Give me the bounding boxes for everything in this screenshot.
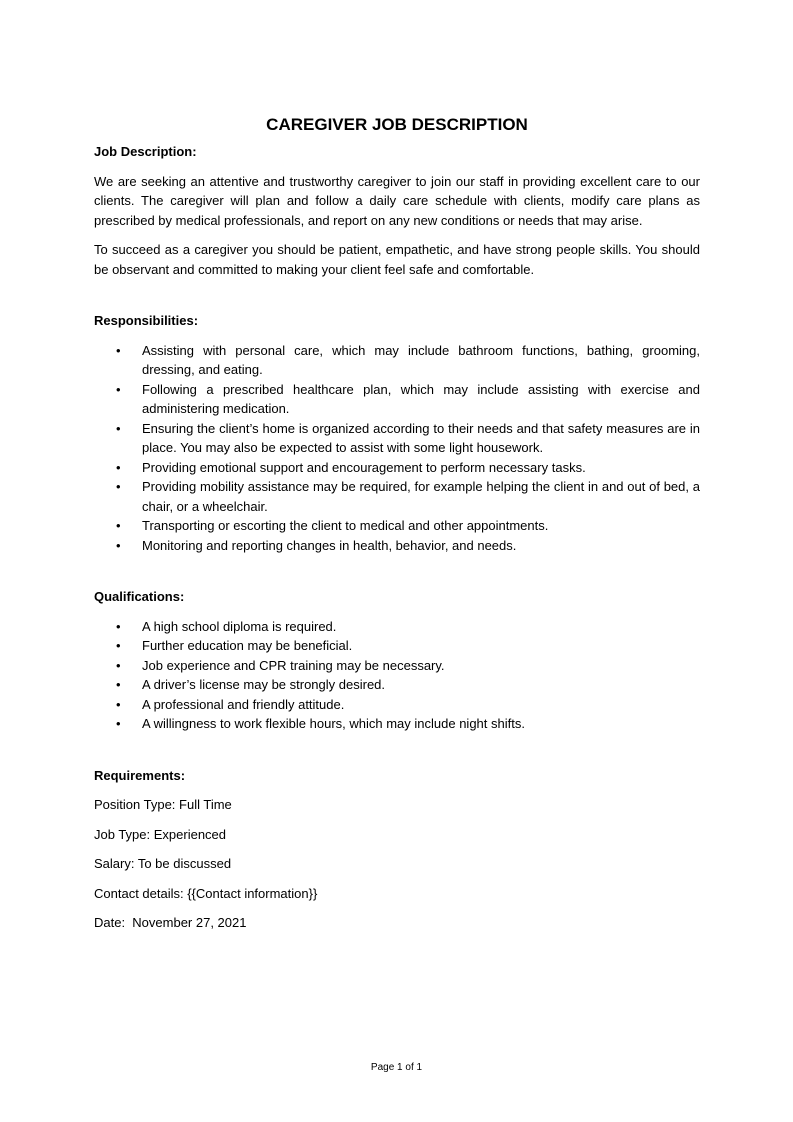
document-body [94, 114, 700, 943]
list-item: • Transporting or escorting the client to medical and other appointments. [94, 516, 700, 536]
list-item: • Monitoring and reporting changes in health, behavior, and needs. [94, 536, 700, 556]
list-item: • Providing emotional support and encouragement to perform necessary tasks. [94, 458, 700, 478]
list-item: • A professional and friendly attitude. [94, 695, 700, 715]
position-type-line: Position Type: Full Time [94, 797, 232, 812]
page-footer: Page 1 of 1 [370, 1062, 423, 1073]
bullet-icon: • [116, 420, 121, 436]
bullet-icon: • [116, 459, 121, 475]
list-item: • Job experience and CPR training may be necessary. [94, 656, 700, 676]
list-item: • A willingness to work flexible hours, which may include night shifts. [94, 714, 700, 734]
list-item: • A high school diploma is required. [94, 617, 700, 637]
job-description-paragraph: We are seeking an attentive and trustworthy caregiver to join our staff in providing excellent care to our clients. The caregiver will plan and follow a daily care schedule with clients, modify care plans as prescribed by medical professionals, and report on any new conditions or needs that may arise. [94, 173, 700, 228]
list-item: • Further education may be beneficial. [94, 636, 700, 656]
contact-details-line: Contact details: {{Contact information}} [94, 885, 318, 901]
bullet-icon: • [116, 638, 121, 653]
job-type-line: Job Type: Experienced [94, 826, 227, 842]
bullet-icon: • [116, 677, 121, 692]
bullet-icon: • [116, 696, 121, 712]
salary-line: Salary: To be discussed [94, 856, 232, 871]
bullet-icon: • [116, 716, 121, 731]
requirements-heading: Requirements: [94, 767, 186, 783]
bullet-icon: • [116, 342, 121, 358]
bullet-icon: • [116, 618, 121, 634]
list-item: • Assisting with personal care, which may include bathroom functions, bathing, grooming, dressing, and eating. [116, 342, 700, 377]
document-title: CAREGIVER JOB DESCRIPTION [266, 115, 528, 134]
responsibilities-list [94, 341, 700, 556]
bullet-icon: • [116, 479, 121, 494]
list-item: • Ensuring the client’s home is organized according to their needs and that safety measures are in place. You may also be expected to assist with some light housework. [116, 420, 700, 455]
qualifications-heading: Qualifications: [94, 589, 185, 604]
list-item: • Following a prescribed healthcare plan, which may include assisting with exercise and administering medication. [116, 381, 700, 416]
date-line: Date: November 27, 2021 [94, 915, 247, 930]
job-description-paragraph: To succeed as a caregiver you should be patient, empathetic, and have strong people skills. You should be observant and committed to making your client feel safe and comfortable. [94, 242, 700, 277]
bullet-icon: • [116, 518, 121, 533]
qualifications-list [94, 617, 700, 734]
bullet-icon: • [116, 537, 121, 553]
bullet-icon: • [116, 657, 121, 673]
list-item: • A driver’s license may be strongly desired. [94, 675, 700, 695]
list-item: • Providing mobility assistance may be required, for example helping the client in and out of bed, a chair, or a wheelchair. [116, 479, 700, 514]
bullet-icon: • [116, 381, 121, 397]
responsibilities-heading: Responsibilities: [94, 313, 199, 328]
job-description-heading: Job Description: [94, 144, 197, 159]
